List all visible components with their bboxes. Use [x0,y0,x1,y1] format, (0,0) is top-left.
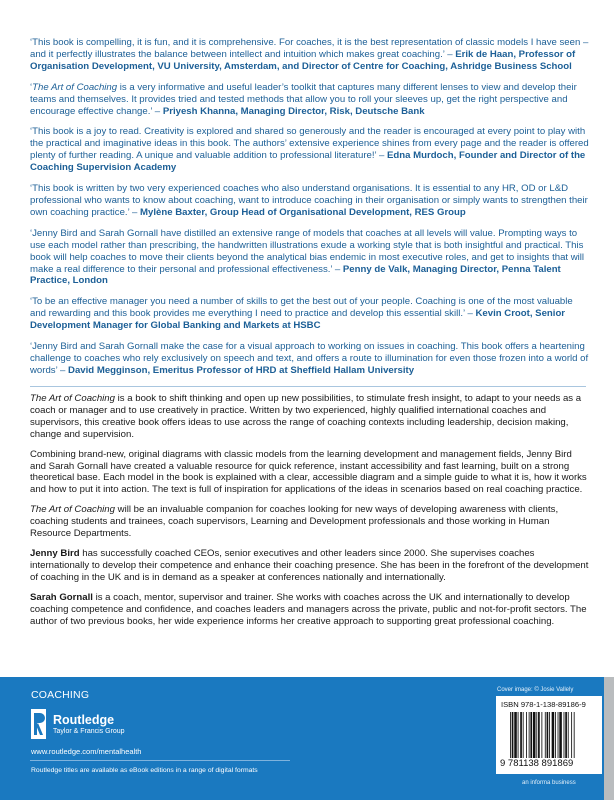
barcode-bar [512,712,514,758]
imprint-tagline: an informa business [522,780,576,786]
endorsement-attribution: Mylène Baxter, Group Head of Organisational Development, RES Group [140,206,466,218]
endorsement-attribution: Kevin Croot, Senior Development Manager for Global Banking and Markets at HSBC [30,308,566,332]
page-edge-strip [604,677,614,800]
section-divider [30,386,586,387]
barcode-bar [545,712,546,758]
barcode-bar [555,712,556,758]
barcode-bar [514,712,517,758]
endorsement-3: ‘This book is a joy to read. Creativity is explored and shared so generously and the reader is encouraged at every point to play with the practical and imaginative ideas in this book. The authors’ extensive experience shines from every page and the reader is offered plenty of further reading. A unique and valuable addition to professional literature!’ – Edna Murdoch, Founder and Director of the Coaching Supervision Academy [30,126,589,174]
barcode-bar [529,712,530,758]
endorsement-6: ‘To be an effective manager you need a number of skills to get the best out of your people. Coaching is one of the most valuable and rewarding and this book provides me everything I need to practice and develop this essential skill.’ – Kevin Croot, Senior Development Manager for Global Banking and Markets at HSBC [30,296,573,332]
endorsement-attribution: Priyesh Khanna, Managing Director, Risk, Deutsche Bank [162,105,425,117]
cover-image-credit: Cover image: © Josie Vallely [497,687,574,693]
endorsement-1: ‘This book is compelling, it is fun, and it is comprehensive. For coaches, it is the best representation of classic models I have seen – and it perfectly illustrates the balance between intellect and intuition which makes great coaching.’ – Erik de Haan, Professor of Organisation Development, VU University, Amsterdam, and Director of Centre for Coaching, Ashridge Business School [30,37,589,72]
endorsements [30,37,590,386]
barcode-bar [549,712,550,758]
description-paragraph-1: The Art of Coaching is a book to shift thinking and open up new possibilities, to stimulate fresh insight, to adapt to your needs as a coach or manager and to use creatively in practice. Written by two experienced, highly qualified international coaches and supervisors, this creative book offers ideas to use across the range of coaching contexts including leadership, decision making, change and supervision. [30,393,582,440]
endorsement-7: ‘Jenny Bird and Sarah Gornall make the case for a visual approach to working on issues in coaching. This book offers a heartening challenge to coaches who rely exclusively on speech and text, and offers a route to illumination for even those frozen into a world of words’ – David Megginson, Emeritus Professor of HRD at Sheffield Hallam University [30,341,589,376]
barcode-bar [547,712,549,758]
barcode-bar [568,712,569,758]
endorsement-attribution: Erik de Haan, Professor of Organisation Development, VU University, Amsterdam, and Director of Centre for Coaching, Ashridge Business School [30,48,576,72]
endorsement-attribution: Penny de Valk, Managing Director, Penna Talent Practice, London [30,263,561,287]
barcode-bar [526,712,527,758]
author-name: Sarah Gornall [30,591,93,603]
endorsement-5: ‘Jenny Bird and Sarah Gornall have distilled an extensive range of models that coaches at all levels will value. Prompting ways to use each model rather than prescribing, the handwritten illustrations exude a working style that is both insightful and practical. This book will help coaches to move their clients beyond the analytical bias endemic in most executive roles, and get to insights that will make a real difference to their personal and professional effectiveness.’ – Penny de Valk, Managing Director, Penna Talent Practice, London [30,227,585,287]
description-paragraph-3: The Art of Coaching will be an invaluable companion for coaches looking for new ways of developing awareness with clients, coaching students and trainees, coach supervisors, Learning and Development professionals and those working in Human Resource Departments. [30,504,559,540]
ebook-note: Routledge titles are available as eBook editions in a range of digital formats [31,767,258,774]
barcode-bar [565,712,567,758]
footer-divider [30,760,290,761]
barcode-bar [538,712,540,758]
barcode-bar [574,712,575,758]
barcode-bar [558,712,559,758]
publisher-url[interactable]: www.routledge.com/mentalhealth [31,747,142,756]
barcode-bar [533,712,536,758]
description-paragraph-2: Combining brand-new, original diagrams with classic models from the learning development and management fields, Jenny Bird and Sarah Gornall have created a valuable resource for quick reference, instant accessibility and fast learning, built on a strong theoretical base. Each model in the book is explained with a clear, accessible diagram and a simple guide to what it is, how it works and how to put it into action. The text is full of inspiration for applications of the ideas in scenarios based on real coaching practice. [30,448,587,496]
barcode-bar [541,712,542,758]
book-description [30,393,590,635]
barcode-bar [564,712,565,758]
cover-footer [0,677,614,800]
endorsement-2: ‘The Art of Coaching is a very informative and useful leader’s toolkit that captures many different lenses to view and develop their teams and themselves. It provides tried and tested methods that allow you to roll your sleeves up, get the right perspective and encourage effective change.’ – Priyesh Khanna, Managing Director, Risk, Deutsche Bank [30,81,577,117]
barcode-bar [510,712,511,758]
endorsement-attribution: David Megginson, Emeritus Professor of HRD at Sheffield Hallam University [68,364,415,376]
publisher-group: Taylor & Francis Group [53,728,125,735]
barcode-bar [536,712,537,758]
endorsement-4: ‘This book is written by two very experienced coaches who also understand organisations. It is essential to any HR, OD or L&D professional who wants to know about coaching, want to introduce coaching in their organisation or simply wants to strengthen their own coaching practice.’ – Mylène Baxter, Group Head of Organisational Development, RES Group [30,183,588,218]
routledge-logo-icon [31,709,46,739]
barcode [510,712,596,758]
barcode-bar [530,712,532,758]
category-label: COACHING [31,689,90,701]
author-bio-sarah-gornall: Sarah Gornall is a coach, mentor, supervisor and trainer. She works with coaches across the UK and internationally to develop coaching competence and confidence, and coaches leaders and managers across the private, public and not-for-profit sectors. The author of two previous books, her wide experience informs her creative approach to supporting great professional coaching. [30,591,587,627]
endorsement-attribution: Edna Murdoch, Founder and Director of the Coaching Supervision Academy [30,150,586,174]
barcode-bar [571,712,572,758]
barcode-bar [523,712,524,758]
barcode-number: 9 781138 891869 [500,758,574,769]
author-bio-jenny-bird: Jenny Bird has successfully coached CEOs, senior executives and other leaders since 2000. She supervises coaches internationally to develop their competence and enhance their coaching presence. She has been in the forefront of the development of coaching in the UK and is in demand as a speaker at conferences nationally and internationally. [30,547,589,583]
isbn-number: ISBN 978-1-138-89186-9 [501,700,586,709]
barcode-bar [559,712,562,758]
author-name: Jenny Bird [30,547,80,559]
barcode-bar [520,712,522,758]
barcode-bar [518,712,519,758]
publisher-name: Routledge [53,713,115,727]
barcode-bar [552,712,555,758]
isbn-barcode-panel [496,696,602,774]
